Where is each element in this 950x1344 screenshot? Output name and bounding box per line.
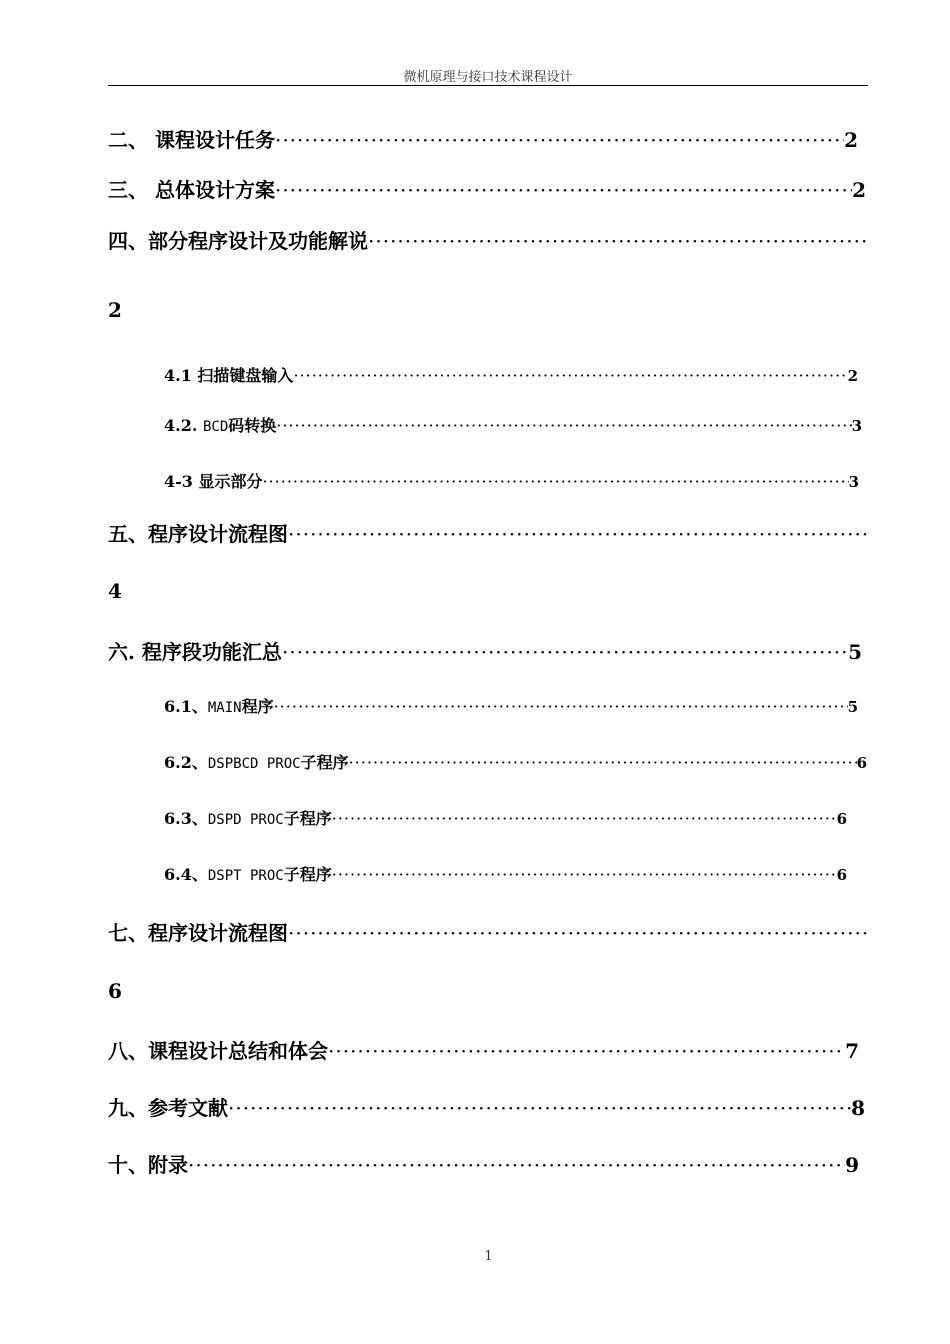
toc-entry-6-3[interactable] (164, 806, 847, 829)
toc-label: 八、课程设计总结和体会 (108, 1039, 328, 1063)
toc-page: 3 (851, 417, 862, 435)
toc-leader (293, 366, 847, 385)
toc-label: 6.4、DSPT PROC子程序 (164, 865, 332, 884)
toc-label: 4.2. BCD码转换 (164, 416, 277, 435)
toc-label: 二、 课程设计任务 (108, 128, 275, 152)
toc-leader (349, 753, 857, 772)
toc-entry-6-1[interactable] (164, 694, 858, 717)
page-number: 1 (484, 1249, 493, 1264)
toc-leader (274, 697, 848, 716)
toc-leader (275, 128, 844, 152)
toc-page: 7 (845, 1039, 859, 1063)
toc-label: 4-3 显示部分 (164, 472, 263, 491)
toc-label: 6.2、DSPBCD PROC子程序 (164, 753, 349, 772)
toc-leader (263, 472, 849, 491)
toc-entry-4-1[interactable] (164, 363, 858, 386)
toc-entry-6-2[interactable] (164, 750, 867, 773)
toc-leader (276, 416, 851, 435)
toc-leader (368, 229, 868, 253)
header-rule (108, 85, 868, 86)
toc-page: 2 (847, 367, 858, 385)
toc-leader (332, 865, 837, 884)
toc-page-wrapped: 2 (108, 298, 122, 322)
toc-label: 四、部分程序设计及功能解说 (108, 229, 368, 253)
toc-label: 三、 总体设计方案 (108, 178, 275, 202)
toc-leader (228, 1096, 851, 1120)
toc-page: 5 (847, 698, 858, 716)
toc-label: 五、程序设计流程图 (108, 522, 288, 546)
toc-page: 8 (851, 1096, 865, 1120)
toc-label: 6.1、MAIN程序 (164, 697, 274, 716)
running-header: 微机原理与接口技术课程设计 (403, 70, 573, 85)
toc-entry-9[interactable] (108, 1092, 865, 1121)
toc-page: 2 (844, 128, 858, 152)
toc-page: 2 (852, 178, 866, 202)
toc-page-wrapped: 4 (108, 579, 122, 603)
toc-leader (188, 1153, 845, 1177)
toc-label: 6.3、DSPD PROC子程序 (164, 809, 332, 828)
toc-label: 七、程序设计流程图 (108, 921, 288, 945)
toc-page-wrapped: 6 (108, 979, 122, 1003)
toc-entry-7[interactable] (108, 917, 868, 946)
toc-page: 6 (836, 810, 847, 828)
toc-label: 4.1 扫描键盘输入 (164, 366, 294, 385)
toc-leader (332, 809, 837, 828)
toc-leader (328, 1039, 845, 1063)
toc-leader (288, 921, 868, 945)
toc-leader (282, 640, 848, 664)
toc-page: 6 (856, 754, 867, 772)
toc-label: 九、参考文献 (108, 1096, 228, 1120)
toc-entry-6[interactable] (108, 636, 862, 665)
toc-entry-6-4[interactable] (164, 862, 847, 885)
toc-entry-10[interactable] (108, 1149, 859, 1178)
toc-entry-5[interactable] (108, 518, 868, 547)
toc-entry-4-3[interactable] (164, 469, 859, 492)
toc-label: 六. 程序段功能汇总 (108, 640, 282, 664)
toc-entry-4-2[interactable] (164, 413, 862, 436)
toc-leader (288, 522, 868, 546)
toc-page: 9 (845, 1153, 859, 1177)
toc-page: 5 (848, 640, 862, 664)
toc-page: 3 (848, 473, 859, 491)
toc-entry-4[interactable] (108, 225, 868, 254)
toc-label: 十、附录 (108, 1153, 188, 1177)
toc-entry-3[interactable] (108, 174, 866, 203)
toc-entry-8[interactable] (108, 1035, 859, 1064)
toc-page: 6 (836, 866, 847, 884)
toc-entry-2[interactable] (108, 124, 858, 153)
toc-leader (275, 178, 852, 202)
